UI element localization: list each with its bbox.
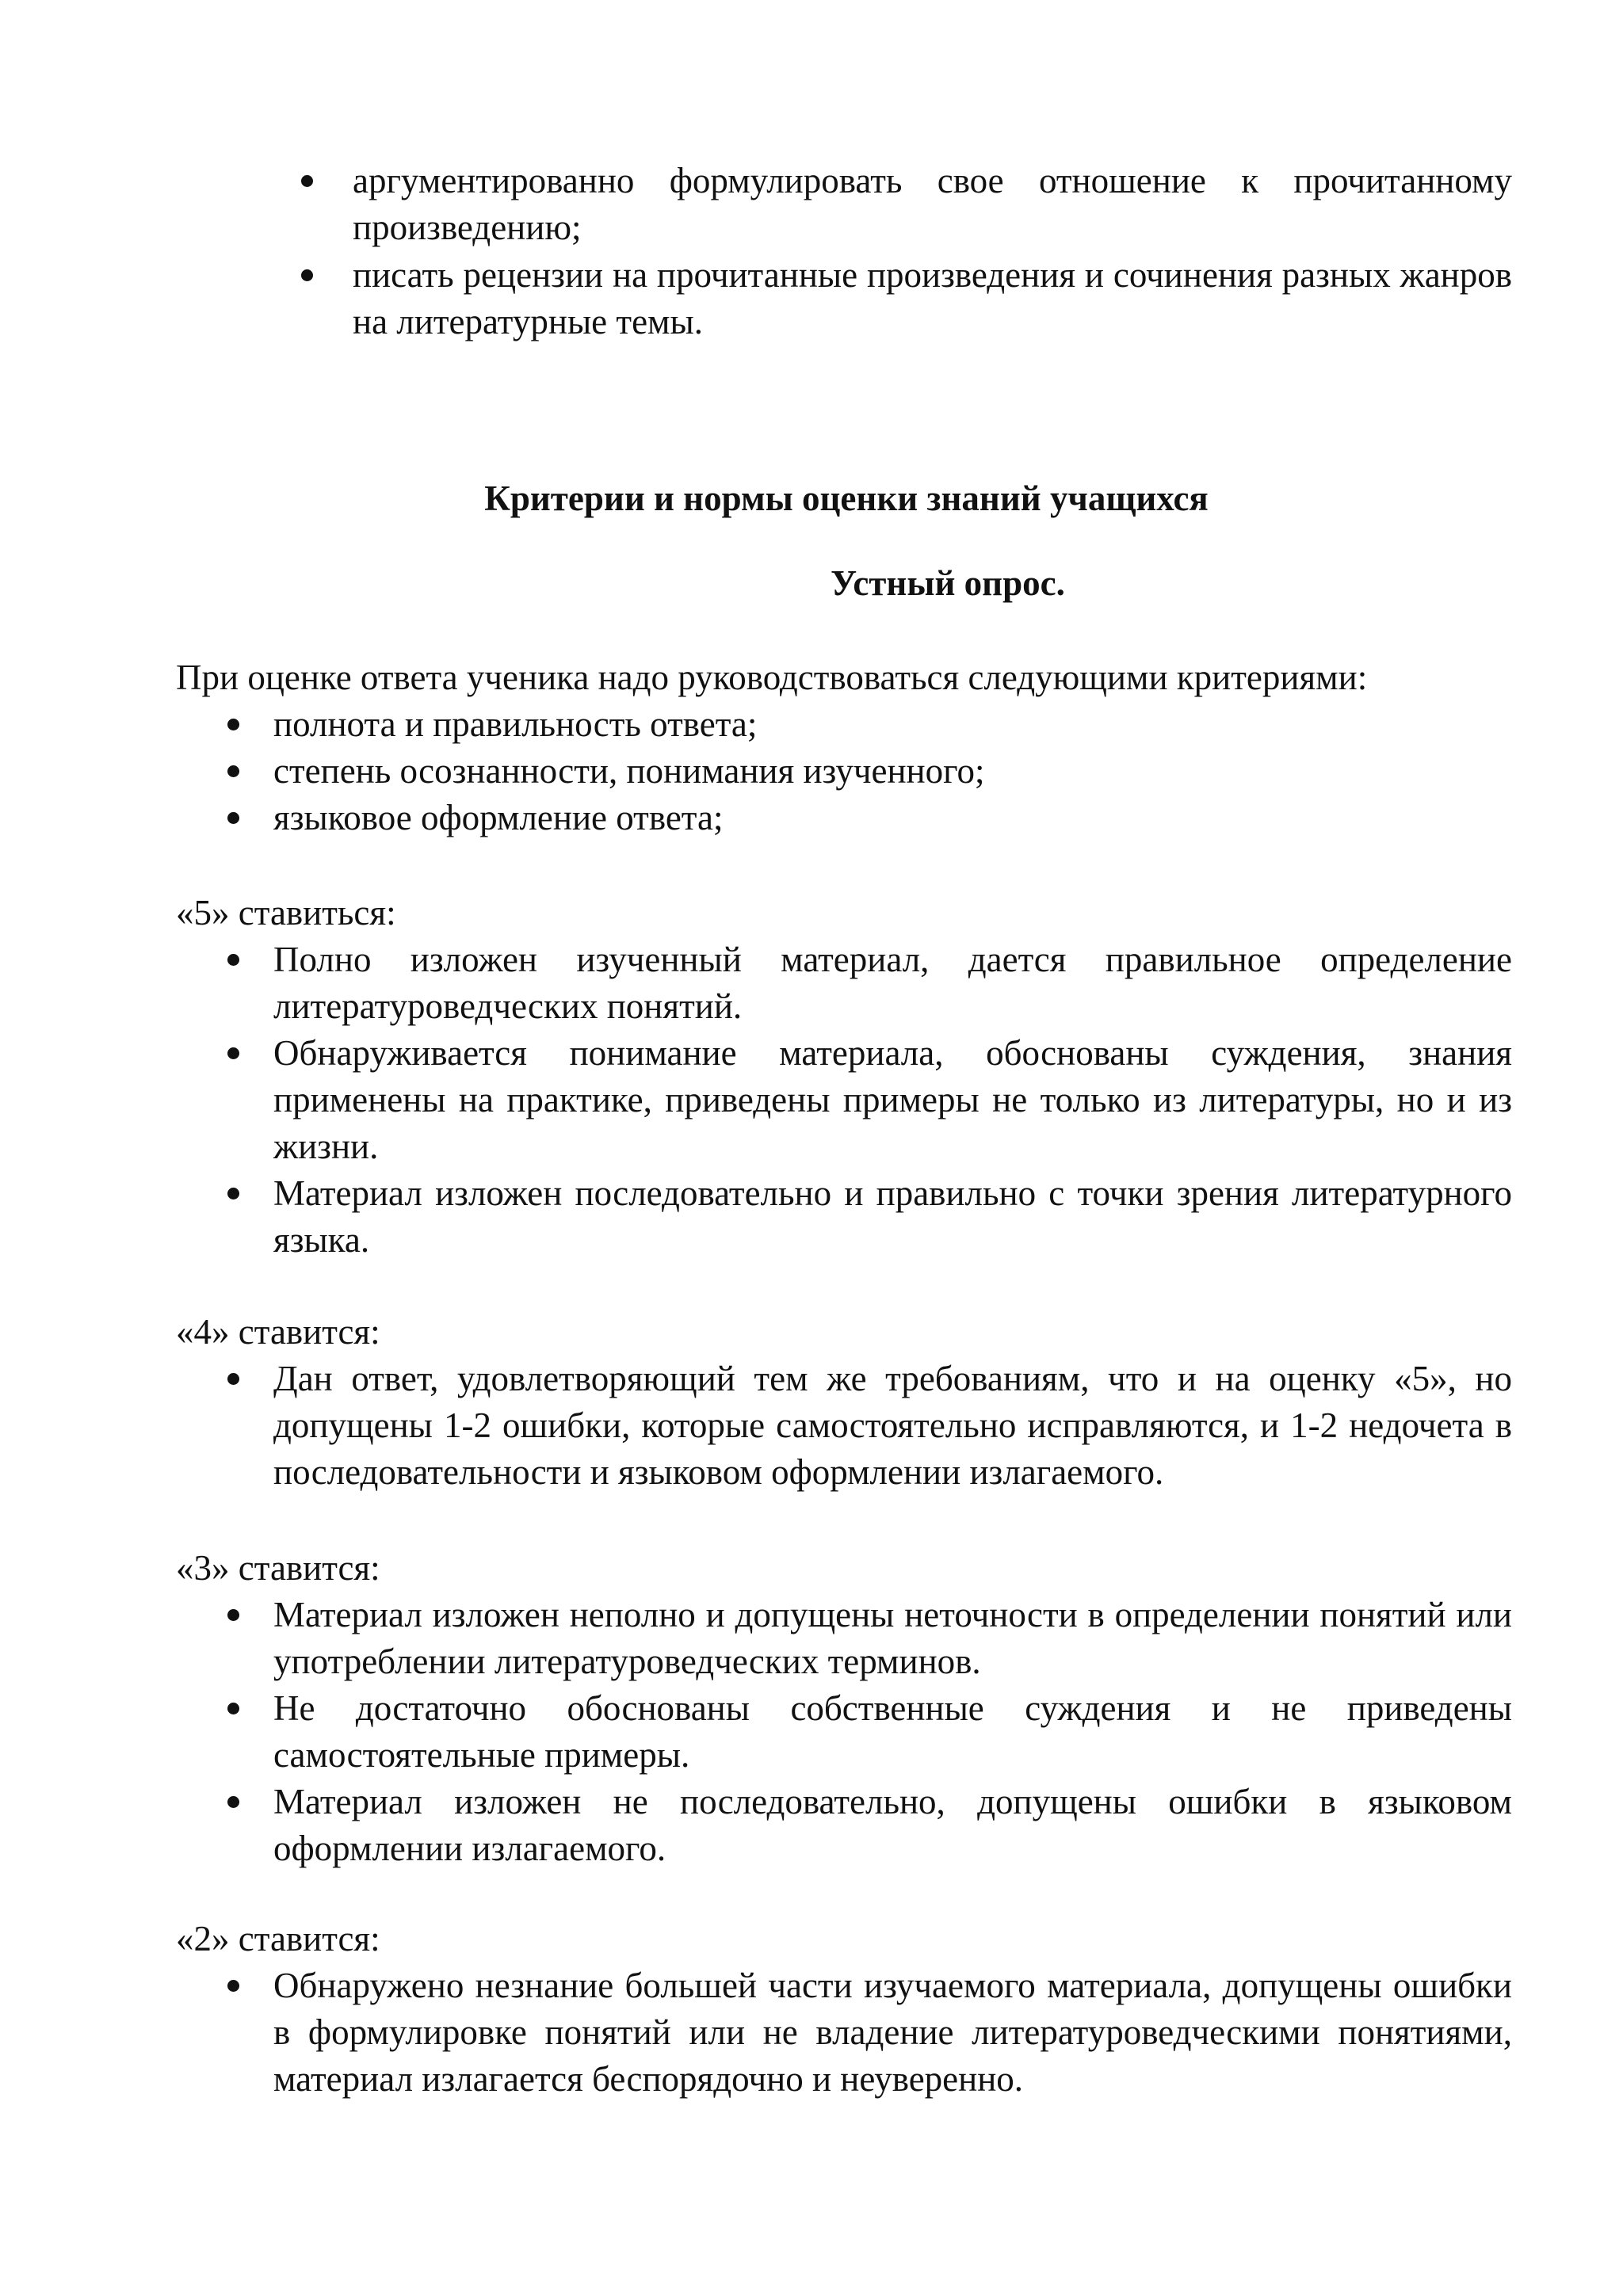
list-item: аргументированно формулировать свое отношение к прочитанному произведению;	[301, 158, 1512, 251]
bullet-icon	[227, 812, 239, 824]
grade-criteria-list	[176, 1962, 1512, 2103]
section-heading: Критерии и нормы оценки знаний учащихся	[484, 479, 1209, 518]
criteria-list	[176, 701, 1512, 841]
list-item: Материал изложен неполно и допущены неточности в определении понятий или употреблении литературоведческих терминов.	[176, 1592, 1512, 1685]
list-item: Материал изложен не последовательно, допущены ошибки в языковом оформлении излагаемого.	[176, 1779, 1512, 1872]
list-item: Не достаточно обоснованы собственные суждения и не приведены самостоятельные примеры.	[176, 1685, 1512, 1779]
grade-3-section	[176, 1545, 1512, 1872]
bullet-icon	[227, 1188, 239, 1199]
grade-label: «4» ставится:	[176, 1312, 380, 1352]
list-item: полнота и правильность ответа;	[176, 701, 1512, 748]
grade-4-section	[176, 1309, 1512, 1496]
list-item: писать рецензии на прочитанные произведения и сочинения разных жанров на литературные темы.	[301, 252, 1512, 345]
grade-criteria-list	[176, 936, 1512, 1264]
bullet-icon	[227, 1703, 239, 1714]
grade-criteria-list	[176, 1356, 1512, 1496]
bullet-icon	[227, 954, 239, 966]
skills-list	[301, 158, 1512, 345]
criteria-intro	[176, 654, 1512, 841]
bullet-icon	[227, 1373, 239, 1385]
list-item: языковое оформление ответа;	[176, 795, 1512, 841]
grade-5-section	[176, 890, 1512, 1264]
list-item: Обнаружено незнание большей части изучаемого материала, допущены ошибки в формулировке понятий или не владение литературоведческими понятиями, материал излагается беспорядочно и неуверенно.	[176, 1962, 1512, 2103]
grade-2-section	[176, 1916, 1512, 2103]
grade-label: «2» ставится:	[176, 1919, 380, 1958]
grade-label: «3» ставится:	[176, 1548, 380, 1588]
intro-text: При оценке ответа ученика надо руководствоваться следующими критериями:	[176, 658, 1368, 697]
bullet-icon	[227, 765, 239, 777]
bullet-icon	[227, 1609, 239, 1621]
bullet-icon	[227, 1047, 239, 1059]
bullet-icon	[301, 269, 313, 281]
grade-criteria-list	[176, 1592, 1512, 1872]
bullet-icon	[301, 175, 313, 187]
bullet-icon	[227, 1980, 239, 1992]
grade-label: «5» ставиться:	[176, 893, 396, 933]
bullet-icon	[227, 719, 239, 730]
list-item: Полно изложен изученный материал, дается правильное определение литературоведческих понятий.	[176, 936, 1512, 1030]
list-item: Дан ответ, удовлетворяющий тем же требованиям, что и на оценку «5», но допущены 1-2 ошибки, которые самостоятельно исправляются, и 1-2 недочета в последовательности и языковом оформлении излагаемого.	[176, 1356, 1512, 1496]
bullet-icon	[227, 1796, 239, 1808]
list-item: степень осознанности, понимания изученного;	[176, 748, 1512, 795]
section-subheading: Устный опрос.	[831, 563, 1065, 603]
list-item: Материал изложен последовательно и правильно с точки зрения литературного языка.	[176, 1170, 1512, 1264]
list-item: Обнаруживается понимание материала, обоснованы суждения, знания применены на практике, приведены примеры не только из литературы, но и из жизни.	[176, 1030, 1512, 1170]
